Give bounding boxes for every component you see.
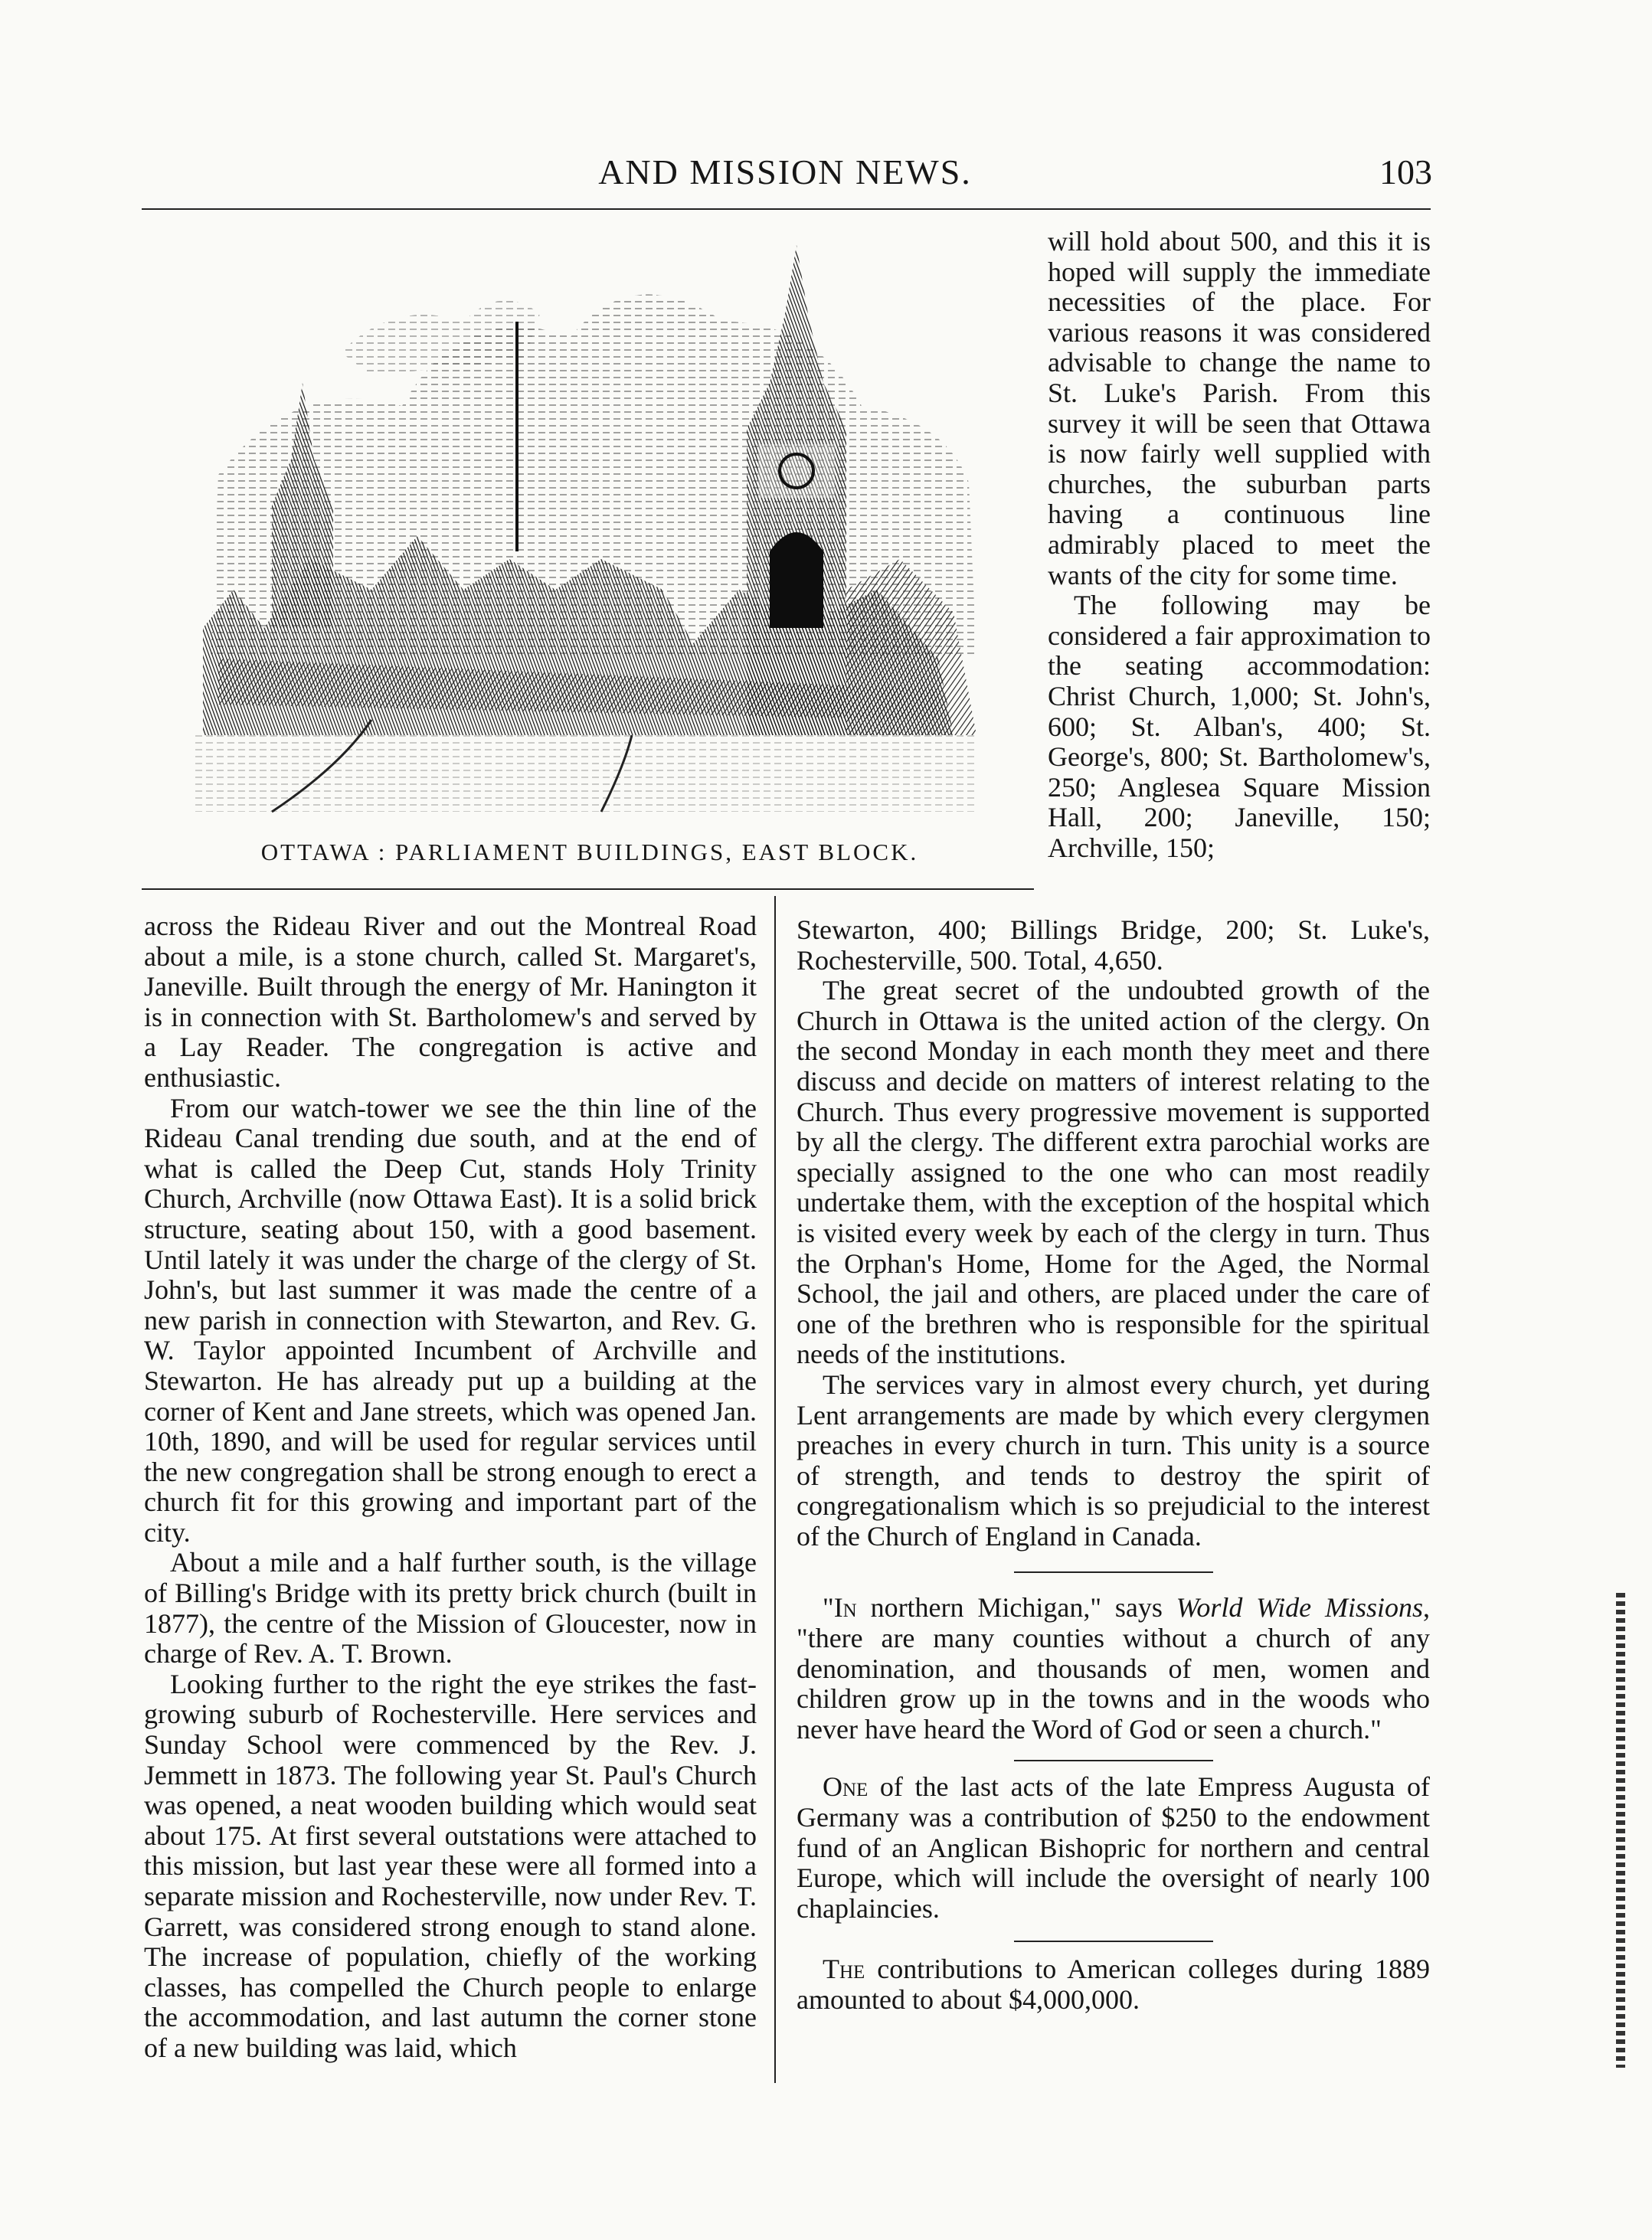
left-paragraph-3: About a mile and a half further south, is the village of Billing's Bridge with its pretty brick church (built in 1877), the centre of the Mission of Gloucester, now in charge of Rev. A. T. Brown. [144, 1547, 757, 1669]
colleges-text: contributions to American colleges during 1889 amounted to about $4,000,000. [797, 1954, 1430, 2015]
right-paragraph-1: The great secret of the undoubted growth of the Church in Ottawa is the united action of the clergy. On the second Monday in each month they meet and there discuss and decide on matters of interest relating to the Church. Thus every progressive movement is supported by all the clergy. The different extra parochial works are specially assigned to the one who can most readily undertake them, with the exception of the hospital which is visited every week by each of the clergy in turn. Thus the Orphan's Home, Home for the Aged, the Normal School, the jail and others, are placed under the care of one of the brethren who is responsible for the spiritual needs of the institutions. [797, 975, 1430, 1370]
michigan-source: World Wide Missions [1176, 1592, 1423, 1624]
parliament-buildings-engraving [142, 230, 1038, 827]
left-paragraph-4: Looking further to the right the eye strikes the fast-growing suburb of Rochesterville. Here services and Sunday School were commenced by the Rev. J. Jemmett in 1873. The following year St. Paul's Church was opened, a neat wooden building which would seat about 175. At first several outstations were attached to this mission, but last year these were all formed into a separate mission and Rochesterville, now under Rev. T. Garrett, was considered strong enough to stand alone. The increase of population, chiefly of the working classes, has compelled the Church people to enlarge the accommodation, and last autumn the corner stone of a new building was laid, which [144, 1668, 757, 2063]
left-paragraph-1: across the Rideau River and out the Montreal Road about a mile, is a stone church, called St. Margaret's, Janeville. Built through the energy of Mr. Hanington it is in connection with St. Bartholomew's and served by a Lay Reader. The congregation is active and enthusiastic. [144, 911, 757, 1093]
right-top-paragraph-2: The following may be considered a fair approximation to the seating accommodation: Christ Church, 1,000; St. John's, 600; St. Alban's, 400; St. George's, 800; St. Bartholomew's, 250; Anglesea Square Mission Hall, 200; Janeville, 150; Archville, 150; [1048, 590, 1431, 863]
right-top-column [1048, 227, 1431, 863]
right-top-paragraph-1: will hold about 500, and this it is hoped will supply the immediate necessities of the place. For various reasons it was considered advisable to change the name to St. Luke's Parish. From this survey it will be seen that Ottawa is now fairly well supplied with churches, the suburban parts having a continuous line admirably placed to meet the wants of the city for some time. [1048, 226, 1431, 590]
augusta-lead: One [823, 1771, 869, 1803]
running-header [138, 146, 1432, 199]
separator-rule-1 [1014, 1571, 1213, 1573]
caption-rule [142, 888, 1034, 890]
header-rule [142, 208, 1431, 210]
separator-rule-2 [1014, 1760, 1213, 1761]
header-title: AND MISSION NEWS. [598, 152, 972, 191]
right-column [797, 915, 1430, 2016]
michigan-text-before: northern Michigan," says [856, 1592, 1176, 1624]
right-paragraph-2: The services vary in almost every church, yet during Lent arrangements are made by which every clergymen preaches in every church in turn. This unity is a source of strength, and tends to destroy the spirit of congregationalism which is so prejudicial to the interest of the Church of England in Canada. [797, 1369, 1430, 1552]
column-divider [774, 896, 776, 2083]
michigan-lead: "In [823, 1592, 857, 1624]
page-number: 103 [1379, 152, 1432, 191]
michigan-paragraph [797, 1593, 1430, 1745]
right-continuation: Stewarton, 400; Billings Bridge, 200; St. Luke's, Rochesterville, 500. Total, 4,650. [797, 914, 1430, 976]
colleges-paragraph [797, 1954, 1430, 2015]
colleges-lead: The [823, 1954, 865, 1985]
michigan-text-after: , "there are many counties without a church of any denomination, and thousands of men, women and children grow up in the towns and in the woods who never have heard the Word of God or seen a church." [797, 1592, 1430, 1745]
illustration-caption: OTTAWA : PARLIAMENT BUILDINGS, EAST BLOCK. [260, 839, 919, 865]
augusta-paragraph [797, 1772, 1430, 1924]
augusta-text: of the last acts of the late Empress Augusta of Germany was a contribution of $250 to the endowment fund of an Anglican Bishopric for northern and central Europe, which will include the oversight of nearly 100 chaplaincies. [797, 1771, 1430, 1924]
left-column [144, 911, 757, 2064]
left-paragraph-2: From our watch-tower we see the thin line of the Rideau Canal trending due south, and at the end of what is called the Deep Cut, stands Holy Trinity Church, Archville (now Ottawa East). It is a solid brick structure, seating about 150, with a good basement. Until lately it was under the charge of the clergy of St. John's, but last summer it was made the centre of a new parish in connection with Stewarton, and Rev. G. W. Taylor appointed Incumbent of Archville and Stewarton. He has already put up a building at the corner of Kent and Jane streets, which was opened Jan. 10th, 1890, and will be used for regular services until the new congregation shall be strong enough to erect a church fit for this growing and important part of the city. [144, 1092, 757, 1548]
separator-rule-3 [1014, 1941, 1213, 1942]
scan-edge-mark [1616, 1593, 1625, 2068]
